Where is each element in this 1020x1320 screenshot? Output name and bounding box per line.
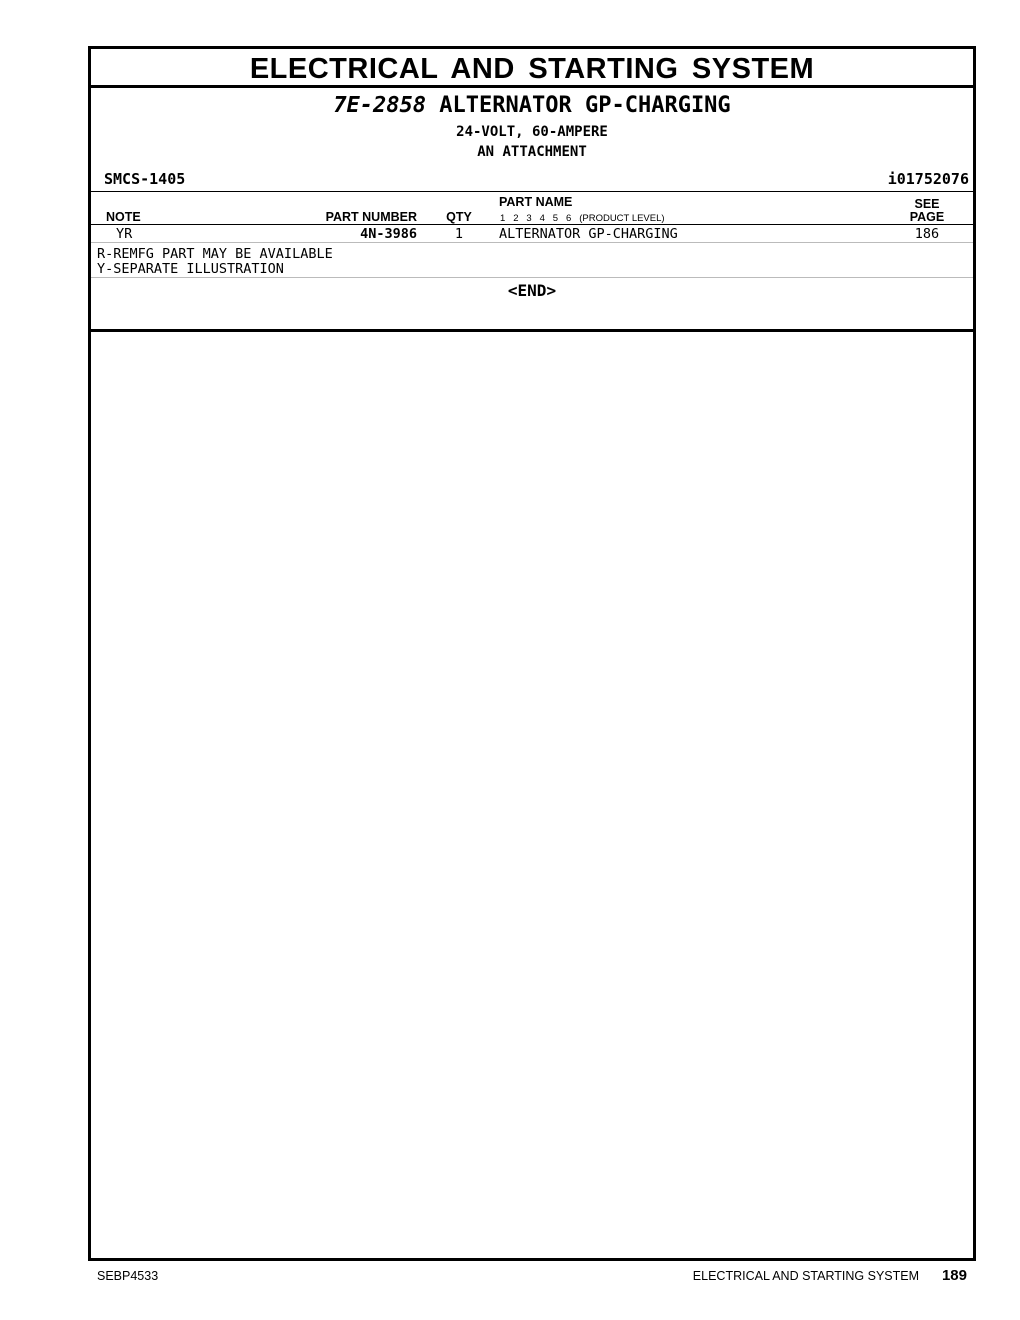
row-qty: 1 [454, 226, 464, 242]
legend-separate-illustration: Y-SEPARATE ILLUSTRATION [97, 261, 284, 277]
column-header-page: PAGE [909, 210, 945, 224]
row-part-number: 4N-3986 [360, 226, 417, 242]
document-identifier: i01752076 [887, 170, 969, 188]
row-note: YR [116, 226, 133, 242]
smcs-code: SMCS-1405 [104, 170, 186, 188]
legend-remfg: R-REMFG PART MAY BE AVAILABLE [97, 246, 333, 262]
end-marker: <END> [507, 281, 557, 300]
legend-divider [91, 277, 973, 278]
row-divider [91, 242, 973, 243]
column-header-part-number: PART NUMBER [325, 210, 417, 224]
column-header-note: NOTE [106, 210, 141, 224]
footer-section-title: ELECTRICAL AND STARTING SYSTEM [692, 1269, 919, 1283]
product-level-labels: 1 2 3 4 5 6 (PRODUCT LEVEL) [500, 213, 665, 224]
row-part-name: ALTERNATOR GP-CHARGING [499, 226, 678, 242]
footer-document-number: SEBP4533 [97, 1269, 159, 1283]
group-name: ALTERNATOR GP-CHARGING [439, 93, 731, 118]
group-subtitle-attachment: AN ATTACHMENT [477, 144, 587, 160]
group-title [91, 92, 973, 120]
page-frame [88, 46, 976, 1261]
footer-page-number: 189 [941, 1267, 967, 1284]
column-header-part-name: PART NAME [499, 195, 573, 209]
column-header-see: SEE [914, 197, 940, 211]
content-bottom-rule [91, 329, 973, 332]
header-top-rule [91, 191, 973, 192]
group-subtitle-voltage: 24-VOLT, 60-AMPERE [456, 124, 608, 140]
section-title: ELECTRICAL AND STARTING SYSTEM [91, 49, 973, 88]
column-header-qty: QTY [446, 210, 472, 224]
group-part-number: 7E-2858 [333, 93, 427, 118]
row-see-page: 186 [914, 226, 940, 242]
